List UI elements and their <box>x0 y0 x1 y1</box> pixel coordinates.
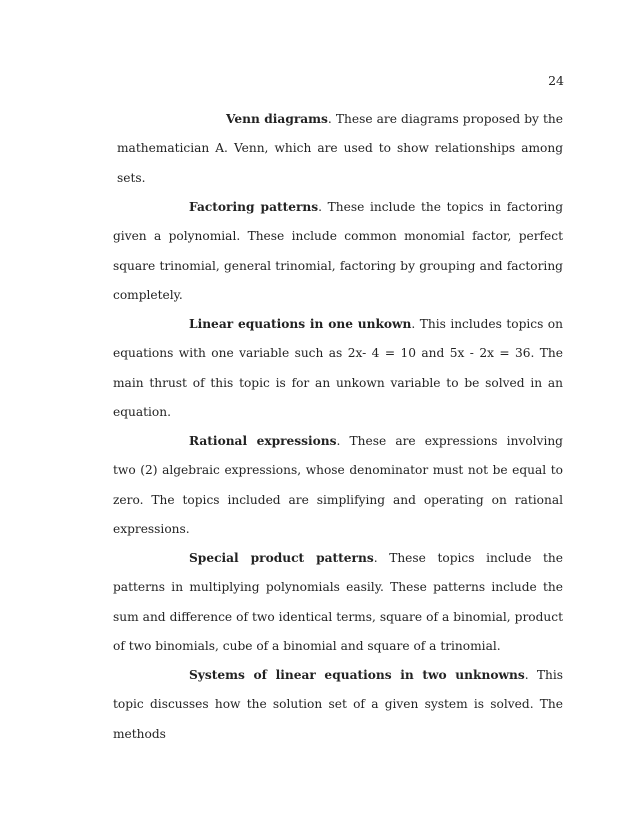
paragraph-linear-equations <box>113 310 563 427</box>
paragraph-special-product-patterns <box>113 544 563 661</box>
paragraph-factoring-patterns <box>113 193 563 310</box>
paragraph-text: . This topic discusses how the solution set of a given system is solved. The methods <box>113 668 563 741</box>
paragraph-text: . This includes topics on equations with one variable such as 2x- 4 = 10 and 5x - 2x = 36. The main thrust of this topic is for an unkown variable to be solved in an equation. <box>113 317 563 419</box>
term-factoring-patterns: Factoring patterns <box>189 200 319 214</box>
term-special-product-patterns: Special product patterns <box>189 551 374 565</box>
term-venn-diagrams: Venn diagrams <box>226 112 328 126</box>
term-linear-equations: Linear equations in one unkown <box>189 317 412 331</box>
term-systems-of-linear-equations: Systems of linear equations in two unknowns <box>189 668 525 682</box>
paragraph-text: . These topics include the patterns in multiplying polynomials easily. These patterns include the sum and difference of two identical terms, square of a binomial, product of two binomials, cube of a binomial and square of a trinomial. <box>113 551 563 653</box>
paragraph-rational-expressions <box>113 427 563 544</box>
paragraph-venn-diagrams <box>117 105 563 193</box>
term-rational-expressions: Rational expressions <box>189 434 337 448</box>
paragraph-text: . These include the topics in factoring given a polynomial. These include common monomial factor, perfect square trinomial, general trinomial, factoring by grouping and factoring completely. <box>113 200 563 302</box>
paragraph-text: . These are expressions involving two (2) algebraic expressions, whose denominator must not be equal to zero. The topics included are simplifying and operating on rational expressions. <box>113 434 563 536</box>
page-number: 24 <box>548 73 564 88</box>
paragraph-systems-of-linear-equations <box>113 661 563 749</box>
paragraph-text: . These are diagrams proposed by the mathematician A. Venn, which are used to show relationships among sets. <box>117 112 563 185</box>
